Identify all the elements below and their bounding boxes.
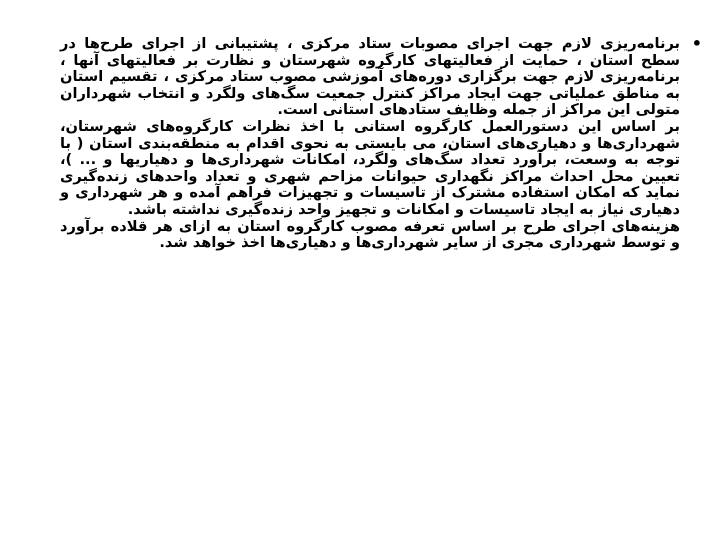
paragraph-costs: هزینه‌های اجرای طرح بر اساس تعرفه مصوب کارگروه استان به ازای هر قلاده برآورد و توسط شهرداری مجری از سایر شهرداری‌ها و دهیاری‌ها اخذ خواهد شد.: [60, 217, 680, 252]
bullet-icon: •: [691, 34, 702, 53]
paragraph-zoning-instructions: بر اساس این دستورالعمل کارگروه استانی با اخذ نظرات کارگروه‌های شهرستان، شهرداری‌ها و دهیاری‌های استان، می بایستی به نحوی اقدام به منطقه‌بندی استان ( با توجه به وسعت، برآورد تعداد سگ‌های ولگرد، امکانات شهرداری‌ها و دهیاریها و ... )، تعیین محل احداث مراکز نگهداری حیوانات مزاحم شهری و تعداد واحدهای زنده‌گیری نماید که امکان استفاده مشترک از تاسیسات و تجهیزات فراهم آمده و هر شهرداری و دهیاری نیاز به ایجاد تاسیسات و امکانات و تجهیز واحد زنده‌گیری نداشته باشد.: [60, 117, 680, 218]
paragraph-responsibilities: برنامه‌ریزی لازم جهت اجرای مصوبات ستاد مرکزی ، پشتیبانی از اجرای طرح‌ها در سطح استان ، حمایت از فعالیتهای کارگروه شهرستان و نظارت بر فعالیتهای آنها ، برنامه‌ریزی لازم جهت برگزاری دوره‌های آموزشی مصوب ستاد مرکزی ، تقسیم استان به مناطق عملیاتی جهت ایجاد مراکز کنترل جمعیت سگ‌های ولگرد و انتخاب شهرداران متولی این مراکز از جمله وظایف ستادهای استانی است.: [60, 35, 680, 119]
bullet-item: [60, 34, 702, 252]
slide-body: [60, 34, 702, 252]
